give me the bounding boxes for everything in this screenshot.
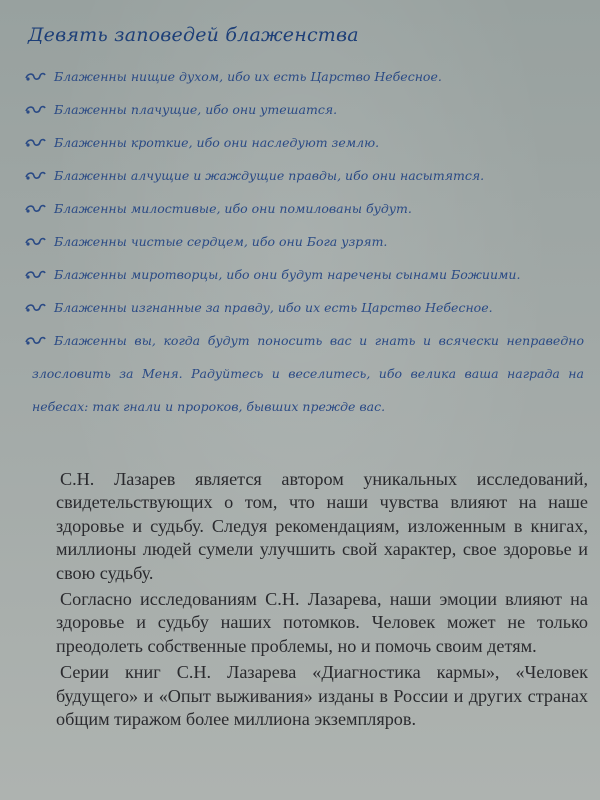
beatitude-item (24, 200, 584, 233)
bio-paragraph: Серии книг С.Н. Лазарева «Диагностика кармы», «Человек будущего» и «Опыт выживания» изданы в России и других странах общим тиражом более миллиона экземпляров. (56, 662, 588, 730)
page-title: Девять заповедей блаженства (28, 24, 359, 46)
ornament-bullet-icon (24, 136, 54, 152)
beatitude-text: Блаженны чистые сердцем, ибо они Бога узрят. (54, 234, 388, 249)
beatitude-text: Блаженны плачущие, ибо они утешатся. (54, 102, 338, 117)
beatitudes-list (24, 68, 584, 350)
ornament-bullet-icon (24, 301, 54, 317)
beatitude-text: Блаженны алчущие и жаждущие правды, ибо они насытятся. (54, 168, 485, 183)
ornament-bullet-icon (24, 202, 54, 218)
ornament-bullet-icon (24, 268, 54, 284)
ornament-bullet-icon (24, 70, 54, 86)
ornament-bullet-icon (24, 103, 54, 119)
bio-paragraph: Согласно исследованиям С.Н. Лазарева, наши эмоции влияют на здоровье и судьбу наших потомков. Человек может не только преодолеть собственные проблемы, но и помочь своим детям. (56, 589, 588, 656)
beatitude-text: Блаженны милостивые, ибо они помилованы будут. (54, 201, 412, 216)
author-bio (56, 468, 588, 731)
beatitude-text: Блаженны нищие духом, ибо их есть Царство Небесное. (54, 69, 442, 84)
bio-paragraph: С.Н. Лазарев является автором уникальных исследований, свидетельствующих о том, что наши чувства влияют на наше здоровье и судьбу. Следуя рекомендациям, изложенным в книгах, миллионы людей сумели улучшить свой характер, свое здоровье и свою судьбу. (56, 469, 588, 583)
ornament-bullet-icon (24, 169, 54, 185)
beatitude-item (24, 68, 584, 101)
ornament-bullet-icon (24, 235, 54, 251)
beatitude-text-last: Блаженны вы, когда будут поносить вас и гнать и всячески неправедно злословить за Меня. Радуйтесь и веселитесь, ибо велика ваша награда на небесах: так гнали и пророков, бывших прежде вас. (32, 333, 584, 414)
beatitude-text: Блаженны кроткие, ибо они наследуют землю. (54, 135, 380, 150)
beatitude-text: Блаженны миротворцы, ибо они будут наречены сынами Божиими. (54, 267, 521, 282)
beatitude-item (24, 233, 584, 266)
beatitude-item (24, 134, 584, 167)
beatitude-item (24, 167, 584, 200)
beatitude-item (24, 101, 584, 134)
beatitude-text: Блаженны изгнанные за правду, ибо их есть Царство Небесное. (54, 300, 493, 315)
beatitude-item (24, 266, 584, 299)
